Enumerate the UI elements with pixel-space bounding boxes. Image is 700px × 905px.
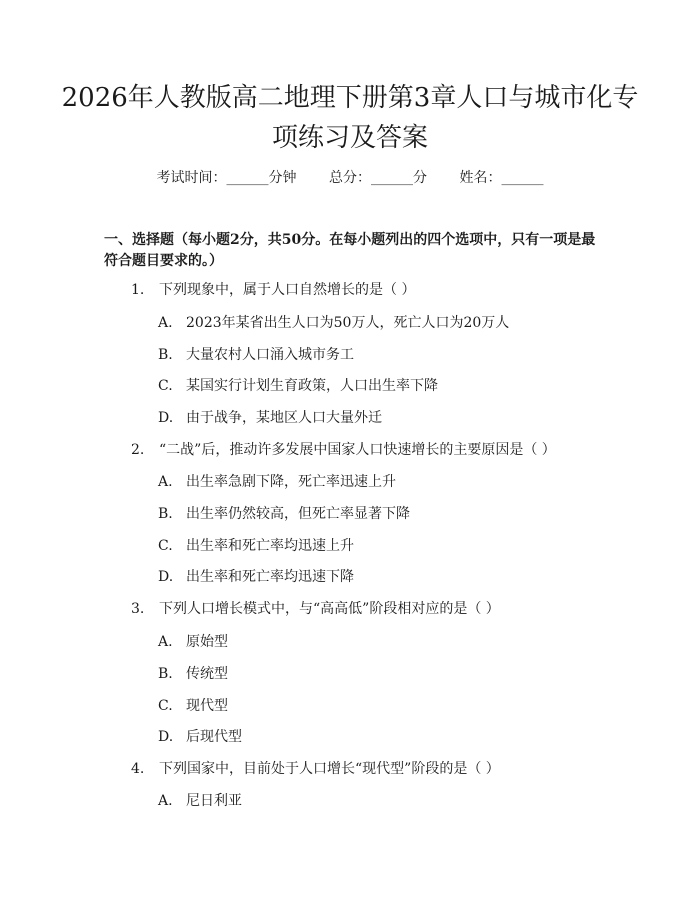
- option-letter: C.: [158, 538, 173, 554]
- question-text: 下列现象中，属于人口自然增长的是（ ）: [159, 282, 416, 298]
- question-number: 2.: [131, 442, 145, 458]
- total-score-label: 总分：______分: [329, 170, 427, 186]
- option-1d: [158, 408, 382, 428]
- option-letter: B.: [158, 347, 173, 363]
- option-letter: A.: [158, 474, 173, 490]
- option-letter: D.: [158, 569, 174, 585]
- question-3: [131, 599, 500, 619]
- option-text: 原始型: [186, 634, 228, 650]
- option-text: 出生率急剧下降，死亡率迅速上升: [186, 474, 396, 490]
- option-text: 尼日利亚: [186, 793, 242, 809]
- question-number: 1.: [131, 282, 145, 298]
- option-3d: [158, 727, 242, 747]
- option-text: 2023年某省出生人口为50万人，死亡人口为20万人: [186, 315, 510, 331]
- option-letter: D.: [158, 729, 174, 745]
- option-text: 某国实行计划生育政策，人口出生率下降: [186, 378, 438, 394]
- option-2c: [158, 536, 354, 556]
- option-3b: [158, 664, 228, 684]
- question-number: 4.: [131, 761, 145, 777]
- exam-meta: [0, 168, 700, 188]
- question-2: [131, 440, 556, 460]
- option-text: 出生率和死亡率均迅速上升: [186, 538, 354, 554]
- exam-time-label: 考试时间：______分钟: [156, 170, 297, 186]
- option-text: 出生率和死亡率均迅速下降: [186, 569, 354, 585]
- option-text: 后现代型: [186, 729, 242, 745]
- option-letter: C.: [158, 378, 173, 394]
- option-1a: [158, 313, 509, 333]
- option-letter: B.: [158, 666, 173, 682]
- question-text: “二战”后，推动许多发展中国家人口快速增长的主要原因是（ ）: [159, 442, 556, 458]
- option-letter: A.: [158, 793, 173, 809]
- option-letter: A.: [158, 315, 173, 331]
- question-4: [131, 759, 500, 779]
- option-letter: B.: [158, 506, 173, 522]
- option-text: 传统型: [186, 666, 228, 682]
- option-letter: C.: [158, 698, 173, 714]
- option-text: 由于战争，某地区人口大量外迁: [186, 410, 382, 426]
- question-text: 下列国家中，目前处于人口增长“现代型”阶段的是（ ）: [159, 761, 500, 777]
- option-3a: [158, 632, 228, 652]
- option-1b: [158, 345, 354, 365]
- option-3c: [158, 696, 228, 716]
- option-letter: D.: [158, 410, 174, 426]
- option-4a: [158, 791, 242, 811]
- option-text: 大量农村人口涌入城市务工: [186, 347, 354, 363]
- option-2a: [158, 472, 396, 492]
- question-text: 下列人口增长模式中，与“高高低”阶段相对应的是（ ）: [159, 601, 500, 617]
- option-1c: [158, 376, 438, 396]
- section-heading: 一、选择题（每小题2分，共50分。在每小题列出的四个选项中，只有一项是最符合题目要求的。）: [104, 232, 596, 269]
- option-text: 出生率仍然较高，但死亡率显著下降: [186, 506, 410, 522]
- option-2b: [158, 504, 410, 524]
- question-number: 3.: [131, 601, 145, 617]
- option-2d: [158, 567, 354, 587]
- option-text: 现代型: [186, 698, 228, 714]
- student-name-label: 姓名：______: [459, 170, 544, 186]
- option-letter: A.: [158, 634, 173, 650]
- document-title: 2026年人教版高二地理下册第3章人口与城市化专项练习及答案: [61, 83, 639, 153]
- question-1: [131, 280, 415, 300]
